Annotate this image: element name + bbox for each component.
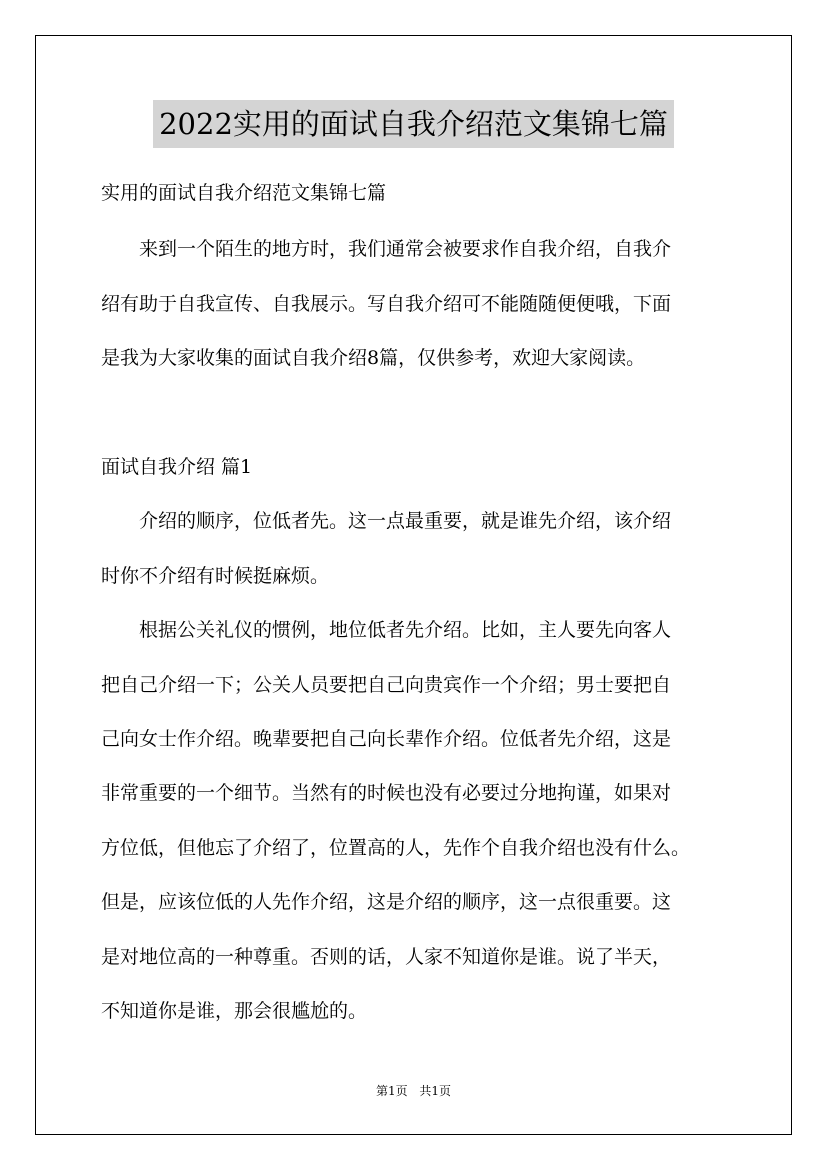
paragraph-line: 非常重要的一个细节。当然有的时候也没有必要过分地拘谨，如果对 [101, 782, 672, 804]
paragraph-line: 不知道你是谁，那会很尴尬的。 [101, 1000, 368, 1022]
paragraph-line: 但是，应该位低的人先作介绍，这是介绍的顺序，这一点很重要。这 [101, 891, 672, 913]
document-subtitle: 实用的面试自我介绍范文集锦七篇 [101, 182, 387, 204]
paragraph-line: 介绍的顺序，位低者先。这一点最重要，就是谁先介绍，该介绍 [139, 510, 672, 532]
paragraph-line: 方位低，但他忘了介绍了，位置高的人，先作个自我介绍也没有什么。 [101, 837, 691, 859]
document-title: 2022实用的面试自我介绍范文集锦七篇 [153, 100, 674, 148]
paragraph-line: 把自己介绍一下；公关人员要把自己向贵宾作一个介绍；男士要把自 [101, 674, 672, 696]
page-number: 第1页 [375, 1084, 408, 1098]
paragraph-line: 是对地位高的一种尊重。否则的话，人家不知道你是谁。说了半天， [101, 946, 672, 968]
paragraph-line: 根据公关礼仪的惯例，地位低者先介绍。比如，主人要先向客人 [139, 619, 672, 641]
section-heading: 面试自我介绍 篇1 [101, 456, 253, 478]
paragraph-line: 时你不介绍有时候挺麻烦。 [101, 565, 330, 587]
intro-line: 来到一个陌生的地方时，我们通常会被要求作自我介绍，自我介 [139, 238, 672, 260]
intro-line: 绍有助于自我宣传、自我展示。写自我介绍可不能随随便便哦，下面 [101, 293, 672, 315]
paragraph-line: 己向女士作介绍。晚辈要把自己向长辈作介绍。位低者先介绍，这是 [101, 728, 672, 750]
page-footer [0, 1082, 827, 1099]
intro-line: 是我为大家收集的面试自我介绍8篇，仅供参考，欢迎大家阅读。 [101, 347, 646, 369]
page-total: 共1页 [419, 1084, 452, 1098]
title-container [0, 100, 827, 148]
